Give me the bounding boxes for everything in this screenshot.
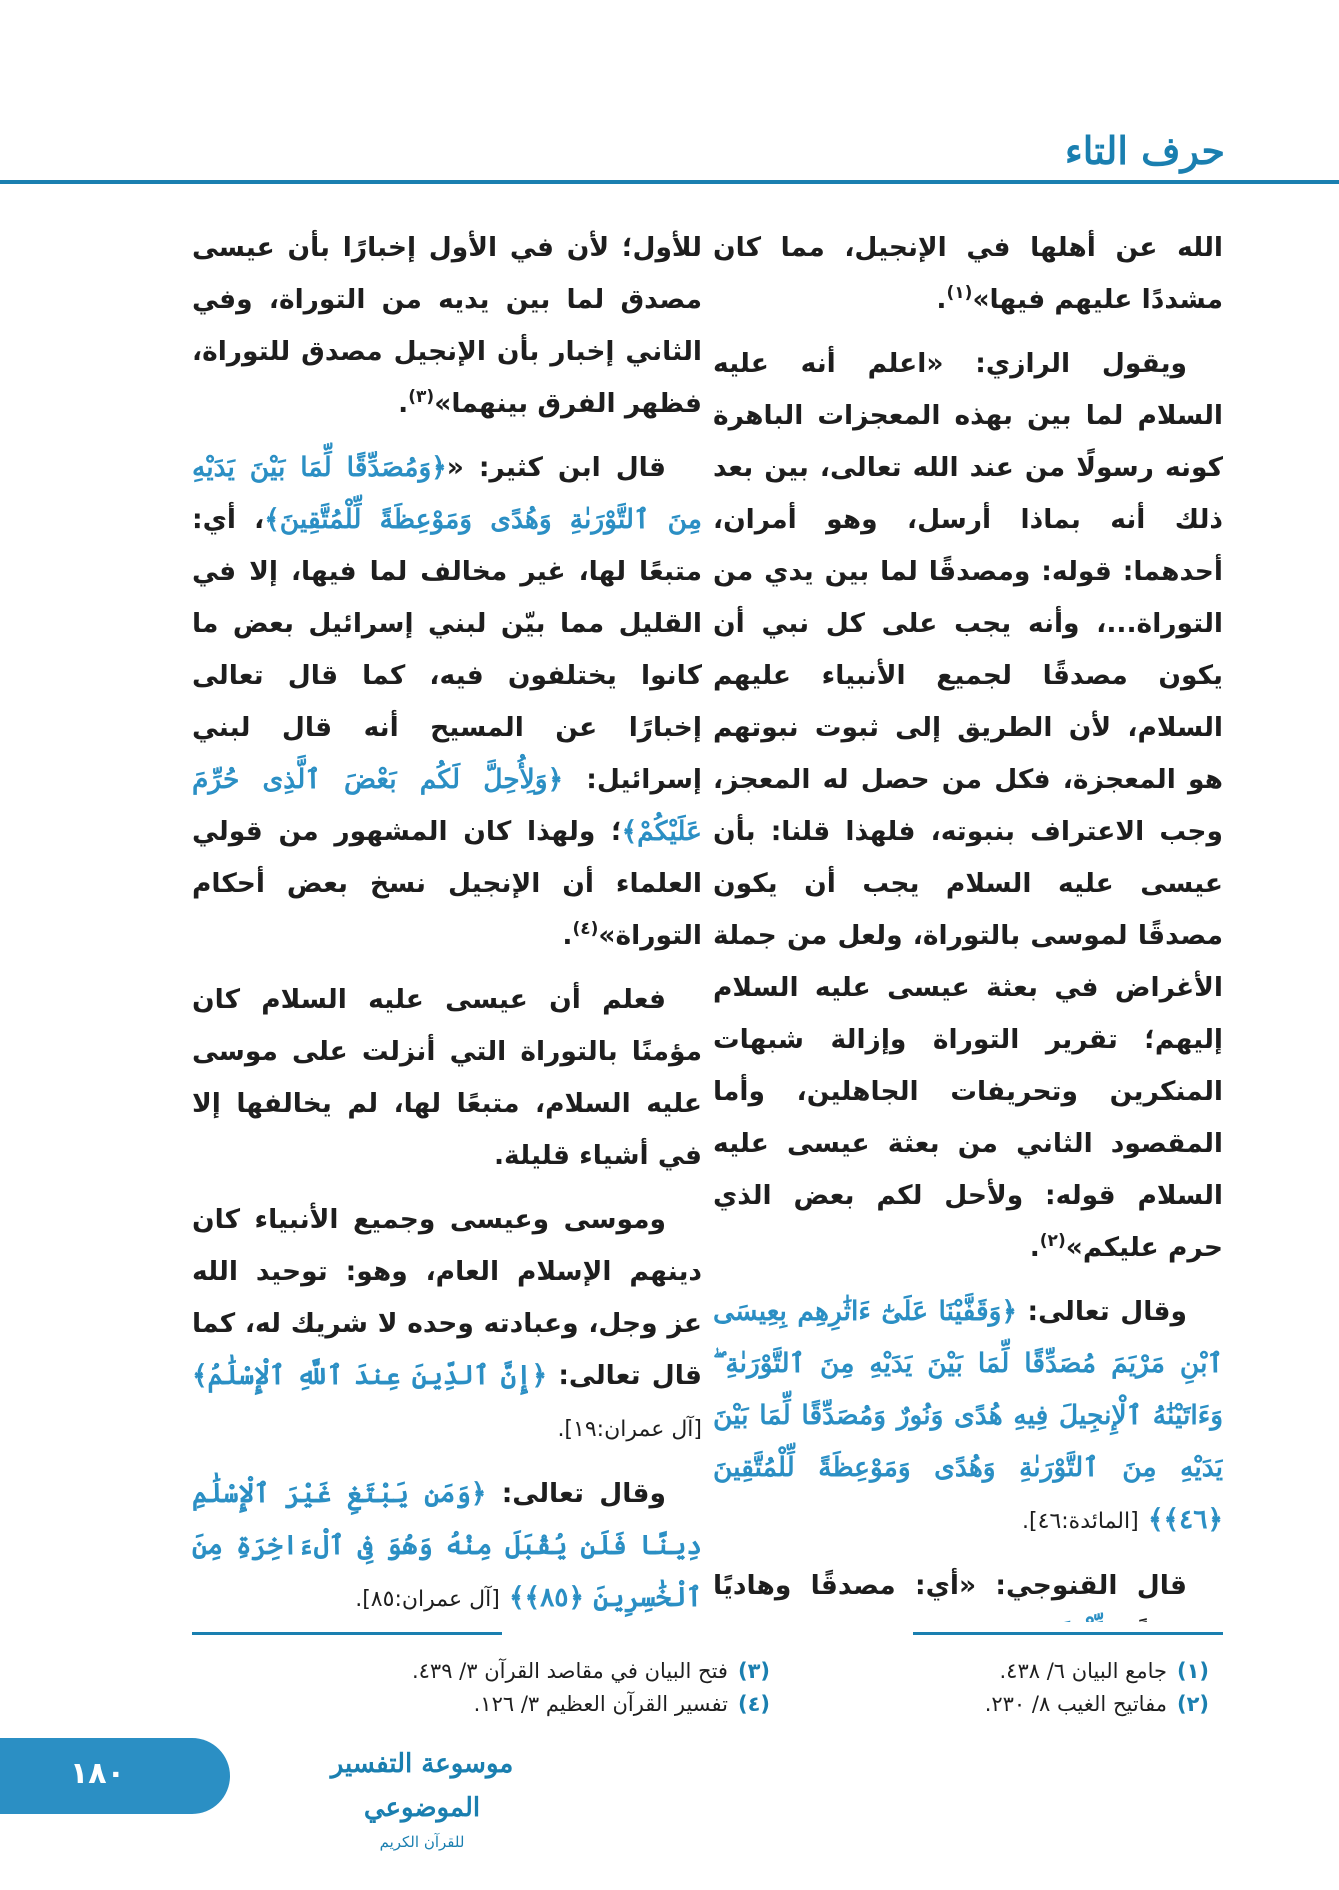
footnote-marker[interactable]: (٤) xyxy=(572,919,599,940)
paragraph: ويقول الرازي: «اعلم أنه عليه السلام لما بين بهذه المعجزات الباهرة كونه رسولًا من عند الله تعالى، بين بعد ذلك أنه بماذا أرسل، وهو أمران، أحدهما: قوله: ومصدقًا لما بين يدي من التوراة...، وأنه يجب على كل نبي أن يكون مصدقًا لجميع الأنبياء عليهم السلام، لأن الطريق إلى ثبوت نبوتهم هو المعجزة، فكل من حصل له المعجز، وجب الاعتراف بنبوته، فلهذا قلنا: بأن عيسى عليه السلام يجب أن يكون مصدقًا لموسى بالتوراة، ولعل من جملة الأغراض في بعثة عيسى عليه السلام إليهم؛ تقرير التوراة وإزالة شبهات المنكرين وتحريفات الجاهلين، وأما المقصود الثاني من بعثة عيسى عليه السلام قوله: ولأحل لكم بعض الذي حرم عليكم»$^{(٢)}$. xyxy=(713,348,1223,1263)
paragraph-text: وموسى وعيسى وجميع الأنبياء كان دينهم الإسلام العام، وهو: توحيد الله عز وجل، وعبادته وحده لا شريك له، كما قال تعالى: xyxy=(192,1204,702,1391)
paragraph: قال ابن كثير: «﴿وَمُصَدِّقًا لِّمَا بَيْنَ يَدَيْهِ مِنَ ٱلتَّوْرَىٰةِ وَهُدًى وَمَوْعِظَةً لِّلْمُتَّقِينَ﴾، أي: متبعًا لها، غير مخالف لما فيها، إلا في القليل مما بيّن لبني إسرائيل بعض ما كانوا يختلفون فيه، كما قال تعالى إخبارًا عن المسيح أنه قال لبني إسرائيل: ﴿وَلِأُحِلَّ لَكُم بَعْضَ ٱلَّذِى حُرِّمَ عَلَيْكُمْ﴾؛ ولهذا كان المشهور من قولي العلماء أن الإنجيل نسخ بعض أحكام التوراة»$^{(٤)}$. xyxy=(192,452,702,951)
page-header-title: حرف التاء xyxy=(1064,128,1225,173)
footnote-number: (١) xyxy=(1176,1659,1209,1683)
footnote-marker[interactable]: (٣) xyxy=(408,387,435,408)
quran-verse: ﴿وَلِأُحِلَّ لَكُم بَعْضَ ٱلَّذِى حُرِّمَ عَلَيْكُمْ﴾ xyxy=(192,764,702,847)
footnote-number: (٤) xyxy=(737,1692,770,1716)
paragraph-text: قال القنوجي: «أي: مصدقًا وهاديًا xyxy=(713,1570,1187,1601)
quran-verse: ﴿وَمُصَدِّقًا لِّمَا بَيْنَ يَدَيْهِ مِنَ ٱلتَّوْرَىٰةِ وَهُدًى وَمَوْعِظَةً لِّلْمُتَّقِينَ﴾ xyxy=(192,452,702,535)
logo-subtitle: للقرآن الكريم xyxy=(379,1833,465,1851)
quran-verse: ﴿وَمَن يَبْتَغِ غَيْرَ ٱلْإِسْلَٰمِ دِينًا فَلَن يُقْبَلَ مِنْهُ وَهُوَ فِى ٱلْءَاخِرَةِ مِنَ ٱلْخَٰسِرِينَ ﴿٨٥﴾﴾ xyxy=(192,1478,702,1613)
footnote-number: (٣) xyxy=(737,1659,770,1683)
footnote xyxy=(250,1688,770,1721)
header-divider xyxy=(0,180,1339,184)
footnote-marker[interactable]: (٢) xyxy=(1039,1231,1066,1252)
paragraph-text: قال ابن كثير: « xyxy=(446,452,666,483)
paragraph-text: للأول؛ لأن في الأول إخبارًا بأن عيسى مصدق لما بين يديه من التوراة، وفي الثاني إخبار بأن الإنجيل مصدق للتوراة، فظهر الفرق بينهما» xyxy=(192,232,702,419)
paragraph-text: ويقول الرازي: «اعلم أنه عليه السلام لما بين بهذه المعجزات الباهرة كونه رسولًا من عند الله تعالى، بين بعد ذلك أنه بماذا أرسل، وهو أمران، أحدهما: قوله: ومصدقًا لما بين يدي من التوراة...، وأنه يجب على كل نبي أن يكون مصدقًا لجميع الأنبياء عليهم السلام، لأن الطريق إلى ثبوت نبوتهم هو المعجزة، فكل من حصل له المعجز، وجب الاعتراف بنبوته، فلهذا قلنا: بأن عيسى عليه السلام يجب أن يكون مصدقًا لموسى بالتوراة، ولعل من جملة الأغراض في بعثة عيسى عليه السلام إليهم؛ تقرير التوراة وإزالة شبهات المنكرين وتحريفات الجاهلين، وأما المقصود الثاني من بعثة عيسى عليه السلام قوله: ولأحل لكم بعض الذي حرم عليكم» xyxy=(713,348,1223,1263)
quran-verse: ﴿إِنَّ ٱلدِّينَ عِندَ ٱللَّهِ ٱلْإِسْلَٰمُ﴾ xyxy=(192,1360,548,1391)
paragraph xyxy=(192,1194,702,1456)
encyclopedia-logo xyxy=(272,1742,572,1851)
paragraph-text: فعلم أن عيسى عليه السلام كان مؤمنًا بالتوراة التي أنزلت على موسى عليه السلام، متبعًا لها، لم يخالفها إلا في أشياء قليلة. xyxy=(192,984,702,1171)
paragraph-text: الله عن أهلها في الإنجيل، مما كان مشددًا عليهم فيها» xyxy=(713,232,1223,315)
footnote-divider xyxy=(192,1632,502,1635)
footnote-text: فتح البيان في مقاصد القرآن ٣/ ٤٣٩. xyxy=(411,1659,728,1683)
paragraph xyxy=(713,1286,1223,1548)
footnote-number: (٢) xyxy=(1176,1692,1209,1716)
page-number: ١٨٠ xyxy=(70,1756,125,1791)
paragraph: الله عن أهلها في الإنجيل، مما كان مشددًا عليهم فيها»$^{(١)}$. xyxy=(713,232,1223,315)
right-column xyxy=(713,222,1223,1622)
verse-reference: [آل عمران:١٩]. xyxy=(557,1417,702,1442)
footnote-text: تفسير القرآن العظيم ٣/ ١٢٦. xyxy=(473,1692,728,1716)
paragraph: للأول؛ لأن في الأول إخبارًا بأن عيسى مصدق لما بين يديه من التوراة، وفي الثاني إخبار بأن الإنجيل مصدق للتوراة، فظهر الفرق بينهما»$^{(٣)}$. xyxy=(192,232,702,419)
footnote-text: مفاتيح الغيب ٨/ ٢٣٠. xyxy=(984,1692,1167,1716)
footnote-text: جامع البيان ٦/ ٤٣٨. xyxy=(999,1659,1167,1683)
paragraph-text: ؛ ولهذا كان المشهور من قولي العلماء أن الإنجيل نسخ بعض أحكام التوراة» xyxy=(192,816,702,951)
footnote xyxy=(250,1655,770,1688)
left-column xyxy=(192,222,702,1622)
paragraph xyxy=(713,1560,1223,1622)
quran-verse: ﴿وَقَفَّيْنَا عَلَىٰٓ ءَاثَٰرِهِم بِعِيسَى ٱبْنِ مَرْيَمَ مُصَدِّقًا لِّمَا بَيْنَ يَدَيْهِ مِنَ ٱلتَّوْرَىٰةِ ۖ وَءَاتَيْنَٰهُ ٱلْإِنجِيلَ فِيهِ هُدًى وَنُورٌ وَمُصَدِّقًا لِّمَا بَيْنَ يَدَيْهِ مِنَ ٱلتَّوْرَىٰةِ وَهُدًى وَمَوْعِظَةً لِّلْمُتَّقِينَ ﴿٤٦﴾﴾ xyxy=(713,1296,1223,1535)
paragraph-text: ، أي: متبعًا لها، غير مخالف لما فيها، إلا في القليل مما بيّن لبني إسرائيل بعض ما كانوا يختلفون فيه، كما قال تعالى إخبارًا عن المسيح أنه قال لبني إسرائيل: xyxy=(192,504,702,795)
verse-reference: [آل عمران:٨٥]. xyxy=(355,1587,500,1612)
paragraph xyxy=(192,1468,702,1622)
footnote-marker[interactable]: (١) xyxy=(946,283,973,304)
paragraph xyxy=(192,974,702,1182)
logo-title: موسوعة التفسير الموضوعي xyxy=(330,1749,514,1823)
paragraph-text: وقال تعالى: xyxy=(501,1478,666,1509)
verse-reference: [المائدة:٤٦]. xyxy=(1022,1509,1139,1534)
footnote-divider xyxy=(913,1632,1223,1635)
paragraph-text: وقال تعالى: xyxy=(1027,1296,1187,1327)
page-number-tab xyxy=(0,1738,230,1814)
footnotes-left xyxy=(250,1655,770,1721)
